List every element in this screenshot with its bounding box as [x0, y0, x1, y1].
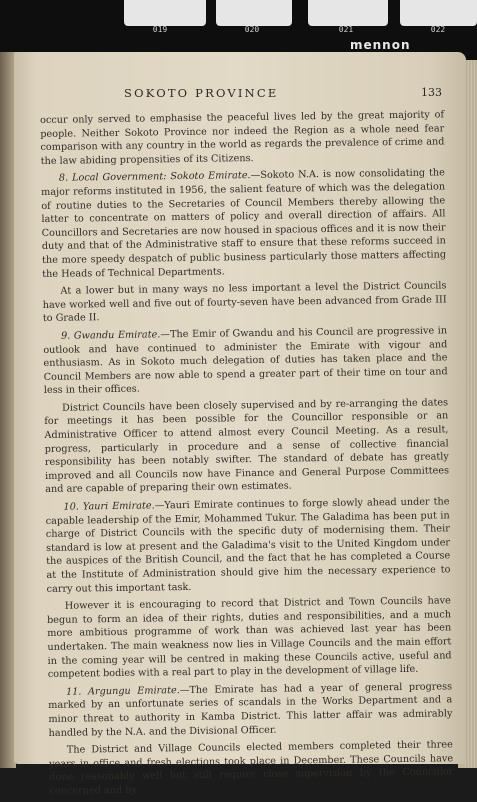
paragraph-text: occur only served to emphasise the peaceful lives led by the great majority of people. Neither Sokoto Province nor indeed the Region as a whole need fear comparison with any country in the world as regards the prevalence of crime and the law abiding propensities of its Citizens.: [40, 109, 444, 166]
paragraph: [45, 495, 450, 596]
paragraph-text: The District and Village Councils elected members completed their three years in office and fresh elections took place in December. These Councils have done reasonably well but still require close supervision by the Councillor concerned and by: [49, 739, 453, 796]
paragraph-lead: 11. Argungu Emirate.: [66, 685, 180, 698]
paragraph: [43, 324, 448, 398]
film-frame: [124, 0, 206, 26]
frame-number: 022: [418, 25, 458, 34]
paragraph-lead: 9. Gwandu Emirate.: [61, 329, 160, 341]
scanner-brand-logo: mennon: [350, 38, 411, 52]
film-frame: [216, 0, 292, 26]
paragraph: [41, 167, 446, 281]
page-number: 133: [421, 86, 442, 99]
book-page: [14, 52, 466, 764]
paragraph: [44, 396, 449, 497]
paragraph: [48, 680, 453, 740]
frame-number: 019: [140, 25, 180, 34]
body-text: [40, 108, 454, 802]
paragraph: [47, 594, 452, 681]
paragraph-text: District Councils have been closely supervised and by re-arranging the dates for meetings it has been possible for the Councillor responsible or an Administrative Officer to attend almost every Council Meeting. As a result, progress, particularly in procedure and a sense of collective financial responsibility has been notably swifter. The standard of debate has greatly improved and all Councils now have Finance and General Purpose Committees and are capable of preparing their own estimates.: [44, 397, 449, 495]
paragraph: [40, 108, 445, 168]
paragraph-text: —Sokoto N.A. is now consolidating the major reforms instituted in 1956, the salient feature of which was the delegation of routine duties to the Secretaries of Council Members thereby allowing the latter to concentrate on matters of policy and overall direction of affairs. All Councillors and Secretaries are now housed in spacious offices and it is now their duty and that of the Administrative staff to ensure that these reforms succeed in the more speedy despatch of public business particularly those matters affecting the Heads of Technical Departments.: [41, 168, 446, 280]
paragraph-lead: 8. Local Government: Sokoto Emirate.: [59, 170, 251, 184]
paragraph-text: However it is encouraging to record that District and Town Councils have begun to form an idea of their rights, duties and responsibilities, and a much more ambitious programme of work than was achieved last year has been undertaken. The main weakness now lies in Village Councils and the main effort in the coming year will be centred in making these Councils active, useful and competent bodies with a real part to play in the development of village life.: [47, 595, 452, 680]
paragraph-lead: 10. Yauri Emirate.: [63, 500, 154, 512]
film-frame: [400, 0, 477, 26]
paragraph: [49, 738, 454, 798]
frame-number: 020: [232, 25, 272, 34]
film-frame: [308, 0, 388, 26]
paragraph-text: —Yauri Emirate continues to forge slowly ahead under the capable leadership of the Emir, Mohammed Tukur. The Galadima has been put in charge of District Councils with the specific duty of modernising them. Their standard is low at present and the Galadima's visit to the United Kingdom under the auspices of the British Council, and the fact that he has completed a Course at the Institute of Administration should give him the necessary experience to carry out this important task.: [46, 496, 451, 594]
paragraph-text: At a lower but in many ways no less important a level the District Councils have worked well and five out of fourty-seven have been advanced from Grade III to Grade II.: [43, 280, 447, 324]
paragraph-text: —The Emirate has had a year of general progress marked by an unfortunate series of scandals in the Works Department and a minor threat to authority in Kamba District. This latter affair was admirably handled by the N.A. and the Divisional Officer.: [48, 681, 452, 738]
frame-number: 021: [326, 25, 366, 34]
paragraph-text: —The Emir of Gwandu and his Council are progressive in outlook and have continued to administer the Emirate with vigour and enthusiasm. As in Sokoto much delegation of duties has taken place and the Council Members are now able to spend a greater part of their time on tour and less in their offices.: [43, 325, 447, 396]
running-title: SOKOTO PROVINCE: [124, 86, 279, 100]
paragraph: [42, 279, 447, 325]
running-head: [44, 86, 444, 104]
